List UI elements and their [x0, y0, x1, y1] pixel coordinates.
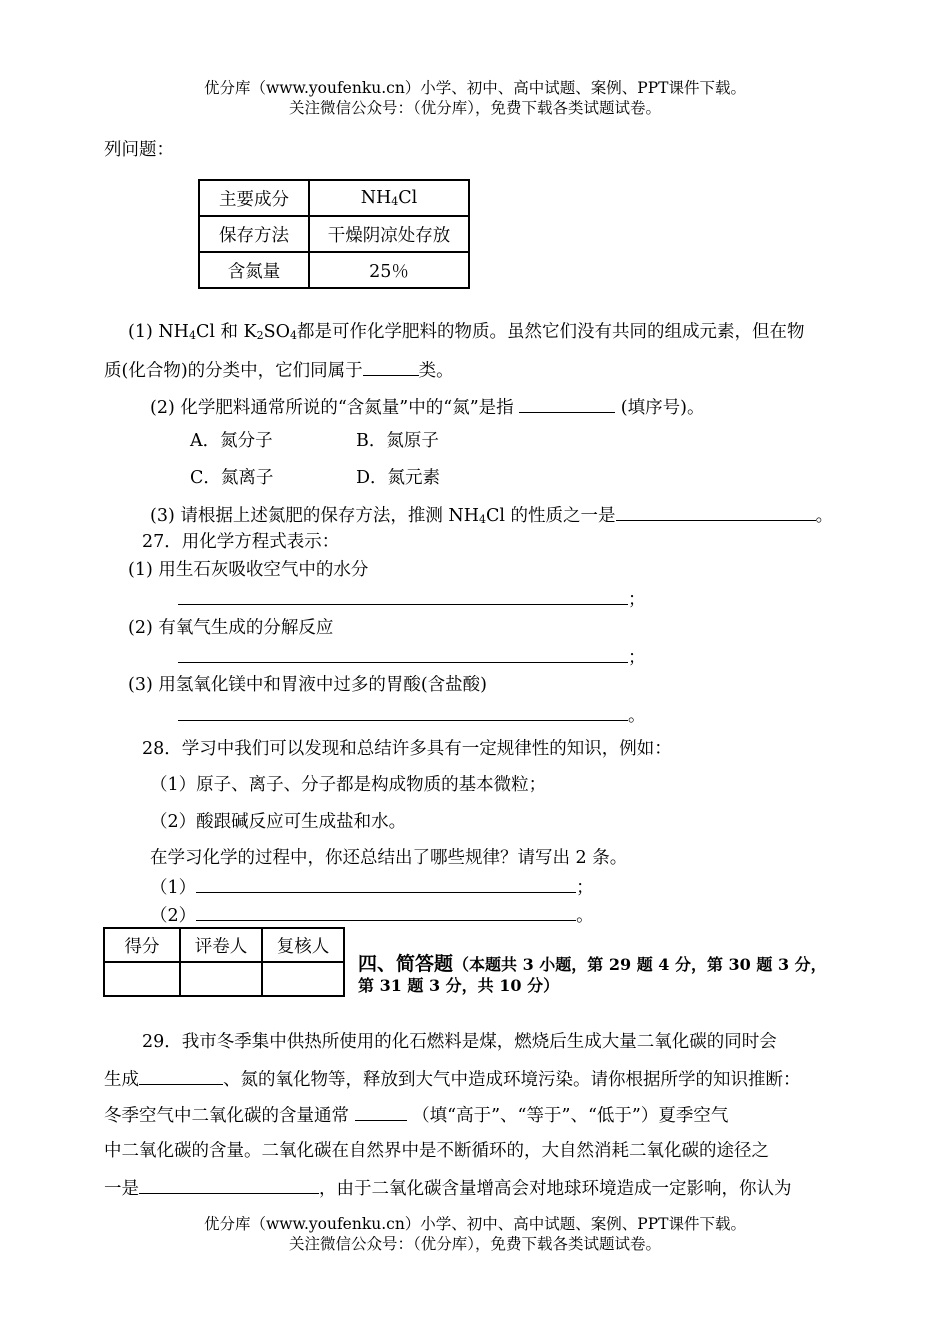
- label-key: 主要成分: [199, 180, 309, 216]
- q28-answer2: （2） 。: [150, 902, 594, 928]
- label-key: 保存方法: [199, 216, 309, 252]
- q27-answer1: ；: [178, 586, 646, 612]
- label-value: $NH_4Cl$: [309, 180, 469, 216]
- q29-line1: 29．我市冬季集中供热所使用的化石燃料是煤，燃烧后生成大量二氧化碳的同时会: [142, 1032, 777, 1052]
- q26-part1-line2: 质(化合物)的分类中，它们同属于 类。: [104, 357, 454, 383]
- q28-example1: （1）原子、离子、分子都是构成物质的基本微粒；: [150, 775, 547, 795]
- section4-note-line2: 第 31 题 3 分，共 10 分）: [358, 976, 560, 995]
- answer-blank[interactable]: [139, 1175, 319, 1194]
- option-a: A．氮分子: [190, 431, 273, 451]
- reviewer-header: 复核人: [262, 928, 344, 962]
- score-cell[interactable]: [104, 962, 180, 996]
- grader-header: 评卷人: [180, 928, 262, 962]
- table-row: [199, 252, 469, 288]
- q28-ask: 在学习化学的过程中，你还总结出了哪些规律？请写出 2 条。: [150, 848, 628, 868]
- q27-sub1: (1) 用生石灰吸收空气中的水分: [128, 560, 369, 580]
- q26-part2: (2) 化学肥料通常所说的“含氮量”中的“氮”是指 (填序号)。: [150, 394, 704, 420]
- q29-line5: 一是 ，由于二氧化碳含量增高会对地球环境造成一定影响，你认为: [104, 1175, 792, 1201]
- page-header-line2: 关注微信公众号：（优分库），免费下载各类试题试卷。: [288, 99, 661, 117]
- answer-blank[interactable]: [196, 902, 576, 921]
- grader-cell[interactable]: [180, 962, 262, 996]
- page-header-line1: 优分库（www.youfenku.cn）小学、初中、高中试题、案例、PPT课件下载。: [203, 79, 747, 97]
- score-table: [103, 927, 345, 997]
- answer-blank[interactable]: [616, 502, 816, 521]
- table-row: [199, 180, 469, 216]
- q28-example2: （2）酸跟碱反应可生成盐和水。: [150, 812, 407, 832]
- answer-blank[interactable]: [519, 394, 615, 413]
- table-row: [104, 928, 344, 962]
- q27-answer3: 。: [178, 702, 646, 728]
- intro-text: 列问题：: [104, 140, 174, 160]
- q27-sub3: (3) 用氢氧化镁中和胃液中过多的胃酸(含盐酸): [128, 675, 488, 695]
- option-c: C．氮离子: [190, 468, 274, 488]
- q29-line4: 中二氧化碳的含量。二氧化碳在自然界中是不断循环的，大自然消耗二氧化碳的途径之: [104, 1141, 769, 1161]
- q29-line2: 生成 、氮的氧化物等，释放到大气中造成环境污染。请你根据所学的知识推断：: [104, 1066, 801, 1092]
- page-footer-line2: 关注微信公众号：（优分库），免费下载各类试题试卷。: [288, 1235, 661, 1253]
- answer-blank[interactable]: [196, 874, 576, 893]
- answer-blank[interactable]: [178, 702, 628, 721]
- answer-blank[interactable]: [355, 1102, 407, 1121]
- q28-title: 28．学习中我们可以发现和总结许多具有一定规律性的知识，例如：: [142, 739, 672, 759]
- q27-sub2: (2) 有氧气生成的分解反应: [128, 618, 334, 638]
- option-b: B．氮原子: [356, 431, 439, 451]
- q26-part1-line1: (1) $NH_4Cl$ 和 $K_2SO_4$都是可作化学肥料的物质。虽然它们没有共同的组成元素，但在物: [128, 322, 805, 342]
- q27-title: 27．用化学方程式表示：: [142, 532, 340, 552]
- fertilizer-label-table: [198, 179, 470, 289]
- label-value: 25％: [309, 252, 469, 288]
- answer-blank[interactable]: [178, 586, 628, 605]
- section4-heading: 四、简答题（本题共 3 小题，第 29 题 4 分，第 30 题 3 分，: [358, 953, 827, 975]
- q29-line3: 冬季空气中二氧化碳的含量通常 （填“高于”、“等于”、“低于”）夏季空气: [104, 1102, 728, 1128]
- score-header: 得分: [104, 928, 180, 962]
- label-value: 干燥阴凉处存放: [309, 216, 469, 252]
- option-d: D．氮元素: [356, 468, 441, 488]
- q26-part3: (3) 请根据上述氮肥的保存方法，推测 $NH_4Cl$ 的性质之一是 。: [150, 502, 833, 528]
- label-key: 含氮量: [199, 252, 309, 288]
- reviewer-cell[interactable]: [262, 962, 344, 996]
- answer-blank[interactable]: [178, 644, 628, 663]
- page-footer-line1: 优分库（www.youfenku.cn）小学、初中、高中试题、案例、PPT课件下载。: [203, 1215, 747, 1233]
- answer-blank[interactable]: [139, 1066, 223, 1085]
- answer-blank[interactable]: [363, 357, 419, 376]
- table-row: [199, 216, 469, 252]
- q27-answer2: ；: [178, 644, 646, 670]
- table-row: [104, 962, 344, 996]
- q28-answer1: （1） ；: [150, 874, 594, 900]
